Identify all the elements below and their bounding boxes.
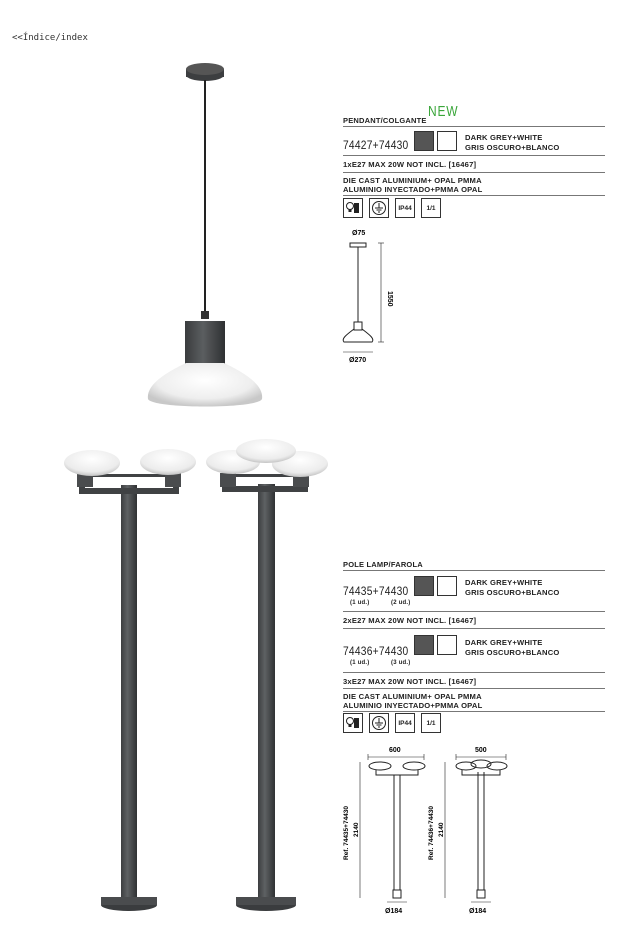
qty-label: (1 ud.) (350, 600, 370, 606)
pole-color-en: DARK GREY+WHITE (465, 638, 543, 647)
ref-label-1: Ref. 74435+74430 (343, 805, 350, 860)
divider (343, 611, 605, 612)
dark-grey-swatch (414, 635, 434, 655)
dim-base-2: Ø184 (469, 908, 487, 915)
divider (343, 570, 605, 571)
divider (343, 195, 605, 196)
dim-width-1: 600 (389, 747, 401, 754)
pole-ref-2: 74436+74430 (343, 644, 409, 658)
white-swatch (437, 635, 457, 655)
dim-top-label: Ø75 (352, 230, 366, 237)
dark-grey-swatch (414, 576, 434, 596)
divider (343, 126, 605, 127)
earth-ground-icon (369, 713, 389, 733)
dim-height-label: 1550 (386, 291, 393, 307)
dim-height-2: 2140 (438, 822, 445, 837)
ip-rating-badge: IP44 (395, 713, 415, 733)
qty-label: (2 ud.) (391, 600, 411, 606)
pendant-material-es: ALUMINIO INYECTADO+PMMA OPAL (343, 185, 483, 194)
white-swatch (437, 576, 457, 596)
bulb-icon (343, 713, 363, 733)
pole-lamp-1: 2xE27 MAX 20W NOT INCL. [16467] (343, 616, 477, 625)
divider (343, 628, 605, 629)
back-to-index-link[interactable]: <<Índice/index (12, 33, 88, 43)
qty-label: (1 ud.) (350, 660, 370, 666)
bulb-icon (343, 198, 363, 218)
pendant-color-en: DARK GREY+WHITE (465, 133, 543, 142)
pole-category: POLE LAMP/FAROLA (343, 560, 423, 569)
pendant-material-en: DIE CAST ALUMINIUM+ OPAL PMMA (343, 176, 482, 185)
pole-color-es: GRIS OSCURO+BLANCO (465, 648, 560, 657)
divider (343, 688, 605, 689)
ip-rating-badge: IP44 (395, 198, 415, 218)
pendant-category: PENDANT/COLGANTE (343, 116, 427, 125)
dim-base-1: Ø184 (385, 908, 403, 915)
ref-label-2: Ref. 74436+74430 (428, 805, 435, 860)
dim-height-1: 2140 (353, 822, 360, 837)
pendant-color-es: GRIS OSCURO+BLANCO (465, 143, 560, 152)
pole-dimension-drawings (340, 742, 520, 917)
pole-ref-1: 74435+74430 (343, 584, 409, 598)
pendant-photo (70, 55, 340, 430)
divider (343, 711, 605, 712)
pole-color-en: DARK GREY+WHITE (465, 578, 543, 587)
divider (343, 172, 605, 173)
pendant-dimension-drawing (338, 225, 408, 365)
class-badge: 1/1 (421, 198, 441, 218)
pole-color-es: GRIS OSCURO+BLANCO (465, 588, 560, 597)
class-badge: 1/1 (421, 713, 441, 733)
divider (343, 672, 605, 673)
pole-lamps-photo (55, 435, 340, 915)
pole-lamp-2: 3xE27 MAX 20W NOT INCL. [16467] (343, 677, 477, 686)
pole-material-es: ALUMINIO INYECTADO+PMMA OPAL (343, 701, 483, 710)
divider (343, 155, 605, 156)
new-badge: NEW (428, 103, 459, 120)
dim-width-2: 500 (475, 747, 487, 754)
dark-grey-swatch (414, 131, 434, 151)
qty-label: (3 ud.) (391, 660, 411, 666)
white-swatch (437, 131, 457, 151)
pole-material-en: DIE CAST ALUMINIUM+ OPAL PMMA (343, 692, 482, 701)
earth-ground-icon (369, 198, 389, 218)
dim-bottom-label: Ø270 (349, 357, 367, 364)
pendant-lamp: 1xE27 MAX 20W NOT INCL. [16467] (343, 160, 477, 169)
pendant-ref: 74427+74430 (343, 138, 409, 152)
